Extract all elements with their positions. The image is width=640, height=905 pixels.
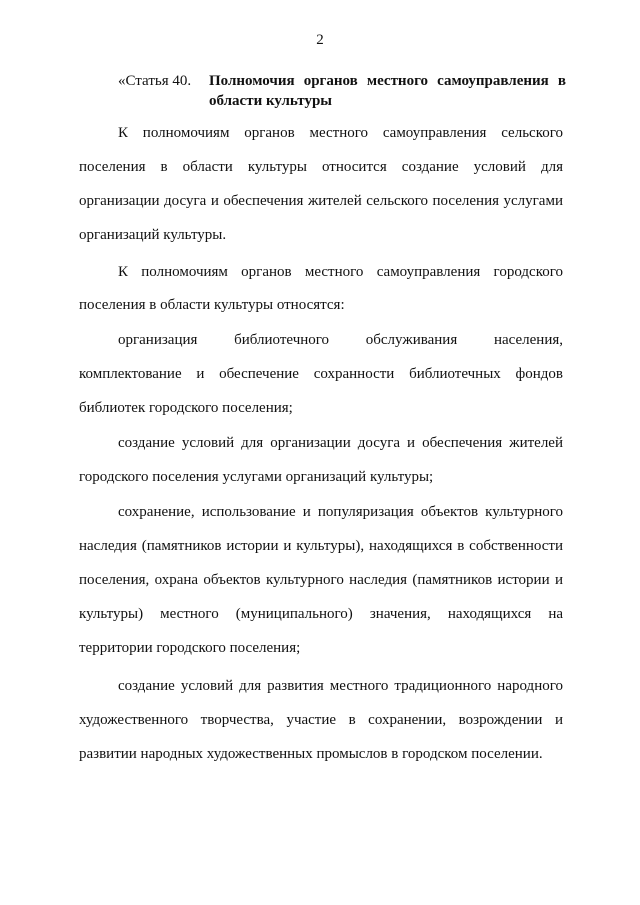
text-line: организаций культуры. — [79, 227, 227, 243]
text-line: организации досуга и обеспечения жителей сельского поселения услугами — [79, 193, 563, 209]
text-line: поселения в области культуры относится создание условий для — [79, 159, 563, 175]
text-line: культуры) местного (муниципального) значения, находящихся на — [79, 606, 563, 622]
article-label: «Статья 40. — [118, 73, 192, 89]
text-line: художественного творчества, участие в сохранении, возрождении и — [79, 712, 563, 728]
text-line: наследия (памятников истории и культуры), находящихся в собственности — [79, 538, 563, 554]
text-line: К полномочиям органов местного самоуправления городского — [118, 264, 563, 280]
text-line: поселения в области культуры относятся: — [79, 297, 345, 313]
text-line: комплектование и обеспечение сохранности библиотечных фондов — [79, 366, 563, 382]
page-number: 2 — [316, 32, 324, 48]
text-line: городского поселения услугами организаций культуры; — [79, 469, 434, 485]
article-title: Полномочия органов местного самоуправления в области культуры — [209, 73, 566, 109]
text-line: организация библиотечного обслуживания населения, — [118, 332, 563, 348]
text-line: К полномочиям органов местного самоуправления сельского — [118, 125, 563, 141]
text-line: создание условий для организации досуга и обеспечения жителей — [118, 435, 563, 451]
text-line: развитии народных художественных промыслов в городском поселении. — [79, 746, 543, 762]
text-line: создание условий для развития местного традиционного народного — [118, 678, 563, 694]
text-line: библиотек городского поселения; — [79, 400, 293, 416]
text-line: территории городского поселения; — [79, 640, 301, 656]
text-line: сохранение, использование и популяризация объектов культурного — [118, 504, 563, 520]
text-line: поселения, охрана объектов культурного наследия (памятников истории и — [79, 572, 563, 588]
